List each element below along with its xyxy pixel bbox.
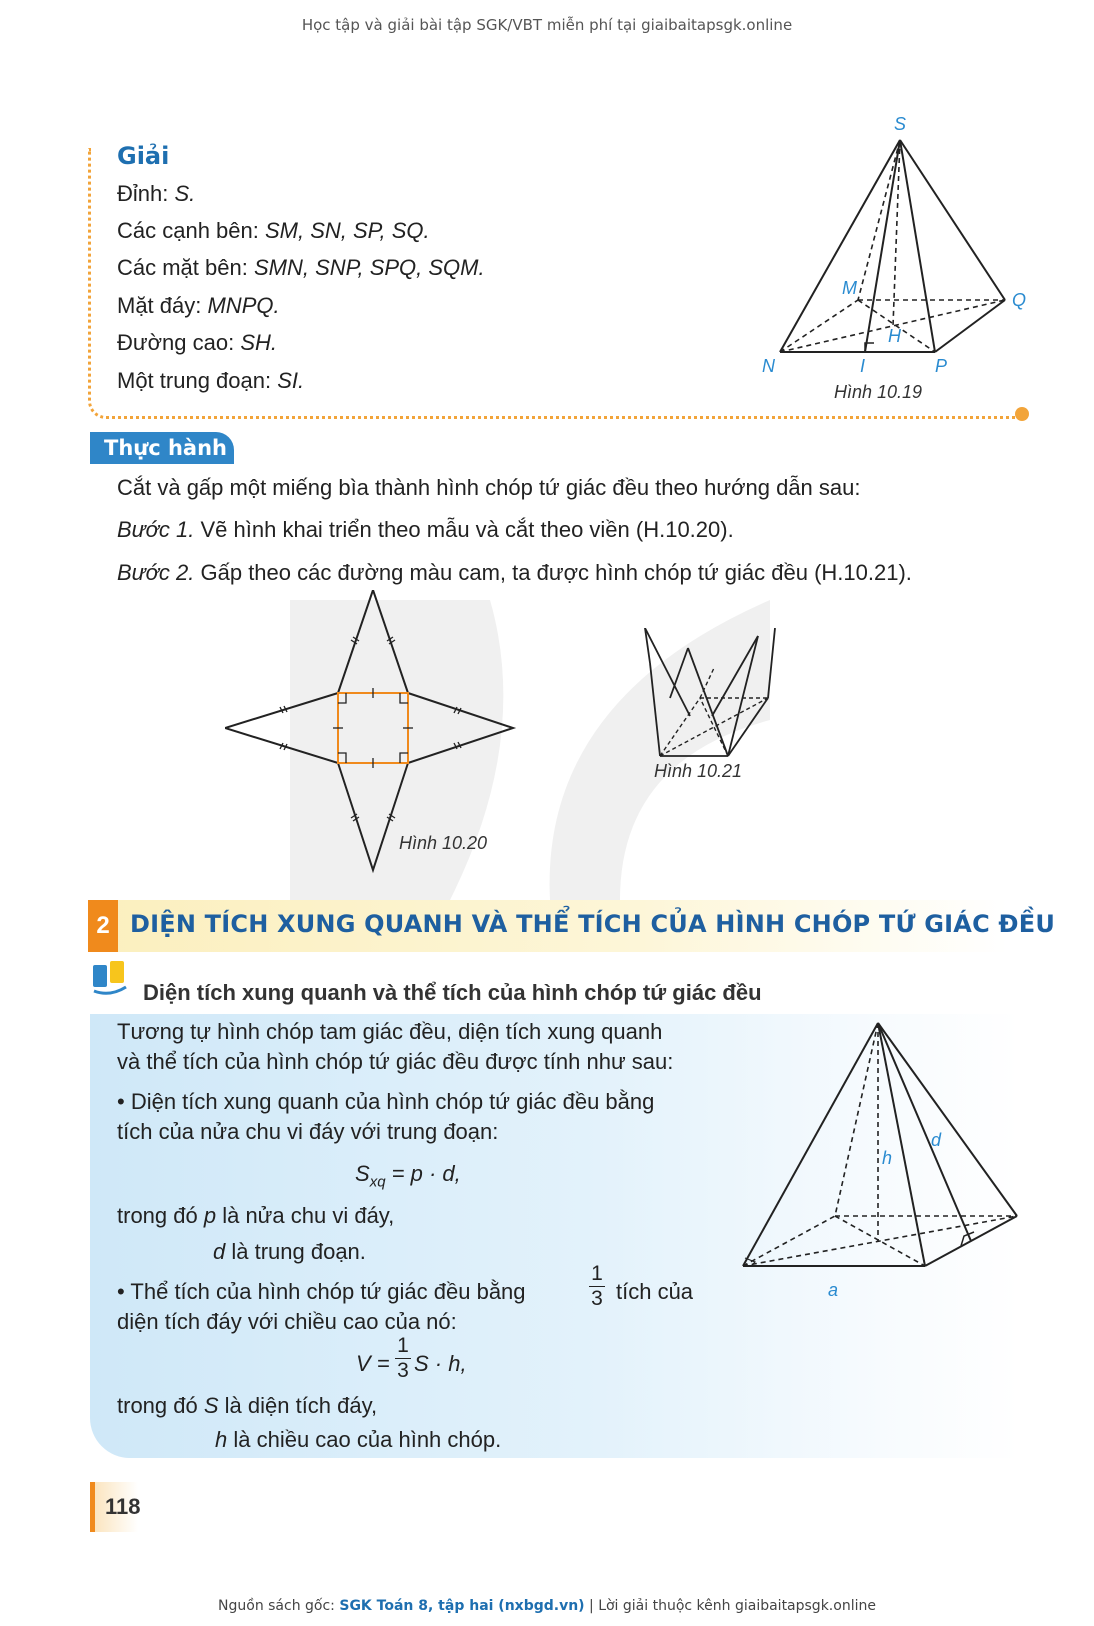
label-S: S — [893, 114, 907, 134]
formula-volume-left: V = — [356, 1351, 390, 1376]
label-N: N — [762, 356, 775, 376]
section-number: 2 — [88, 900, 118, 952]
fraction-one-third: 1 3 — [589, 1262, 605, 1311]
figure-caption-10-21: Hình 10.21 — [654, 761, 743, 781]
label-H: H — [888, 326, 901, 346]
label-Q: Q — [1012, 290, 1027, 310]
pyramid-figure-10-19 — [740, 110, 1050, 400]
solution-line-faces: Các mặt bên: SMN, SNP, SPQ, SQM. — [117, 255, 485, 280]
folding-figure-10-21 — [640, 628, 790, 768]
box-where-S: trong đó S là diện tích đáy, — [117, 1393, 378, 1418]
section-title: DIỆN TÍCH XUNG QUANH VÀ THỂ TÍCH CỦA HÌNH CHÓP TỨ GIÁC ĐỀU — [130, 910, 1056, 938]
box-bullet-2-line-2: diện tích đáy với chiều cao của nó: — [117, 1309, 457, 1334]
label-M: M — [842, 278, 857, 298]
label-P: P — [935, 356, 948, 376]
box-bullet-1-line-2: tích của nửa chu vi đáy với trung đoạn: — [117, 1119, 499, 1144]
book-icon — [90, 957, 130, 997]
formula-lateral-area: $S_{xq} = p \cdot d$, — [355, 1161, 461, 1191]
label-I: I — [860, 356, 866, 376]
solution-border-dot — [1015, 407, 1029, 421]
practice-step-2: Bước 2. Gấp theo các đường màu cam, ta được hình chóp tứ giác đều (H.10.21). — [117, 560, 912, 585]
box-bullet-2-line-1: • Thể tích của hình chóp tứ giác đều bằng — [117, 1279, 526, 1304]
figure-caption-10-19: Hình 10.19 — [834, 382, 923, 402]
box-bullet-1-line-1: • Diện tích xung quanh của hình chóp tứ giác đều bằng — [117, 1089, 655, 1114]
page-number: 118 — [90, 1482, 138, 1532]
solution-line-base: Mặt đáy: MNPQ. — [117, 293, 280, 318]
figure-caption-10-20: Hình 10.20 — [399, 833, 488, 853]
solution-line-apothem: Một trung đoạn: SI. — [117, 368, 305, 393]
label-d: d — [931, 1130, 942, 1150]
formula-volume-right: S · h, — [414, 1351, 467, 1376]
solution-title: Giải — [117, 142, 170, 170]
solution-line-edges: Các cạnh bên: SM, SN, SP, SQ. — [117, 218, 430, 243]
box-intro-line-2: và thể tích của hình chóp tứ giác đều được tính như sau: — [117, 1049, 674, 1074]
footer-note: Nguồn sách gốc: SGK Toán 8, tập hai (nxbgd.vn) | Lời giải thuộc kênh giaibaitapsgk.online — [218, 1598, 876, 1614]
solution-line-height: Đường cao: SH. — [117, 330, 278, 355]
box-where-d: d là trung đoạn. — [213, 1239, 366, 1264]
formula-volume-fraction: 1 3 — [395, 1334, 411, 1383]
practice-tag: Thực hành — [90, 432, 234, 464]
practice-intro: Cắt và gấp một miếng bìa thành hình chóp tứ giác đều theo hướng dẫn sau: — [117, 475, 861, 500]
label-a: a — [828, 1280, 839, 1300]
practice-step-1: Bước 1. Vẽ hình khai triển theo mẫu và cắt theo viền (H.10.20). — [117, 517, 734, 542]
box-bullet-2-part-2: tích của — [616, 1279, 694, 1304]
box-title: Diện tích xung quanh và thể tích của hình chóp tứ giác đều — [143, 980, 762, 1005]
box-where-p: trong đó p là nửa chu vi đáy, — [117, 1203, 395, 1228]
header-note: Học tập và giải bài tập SGK/VBT miễn phí tại giaibaitapsgk.online — [301, 16, 793, 34]
label-h: h — [882, 1148, 893, 1168]
solution-line-vertex: Đỉnh: S. — [117, 181, 196, 206]
box-intro-line-1: Tương tự hình chóp tam giác đều, diện tích xung quanh — [117, 1019, 663, 1044]
pyramid-figure-box — [735, 1018, 1025, 1303]
box-where-h: h là chiều cao của hình chóp. — [215, 1427, 502, 1452]
